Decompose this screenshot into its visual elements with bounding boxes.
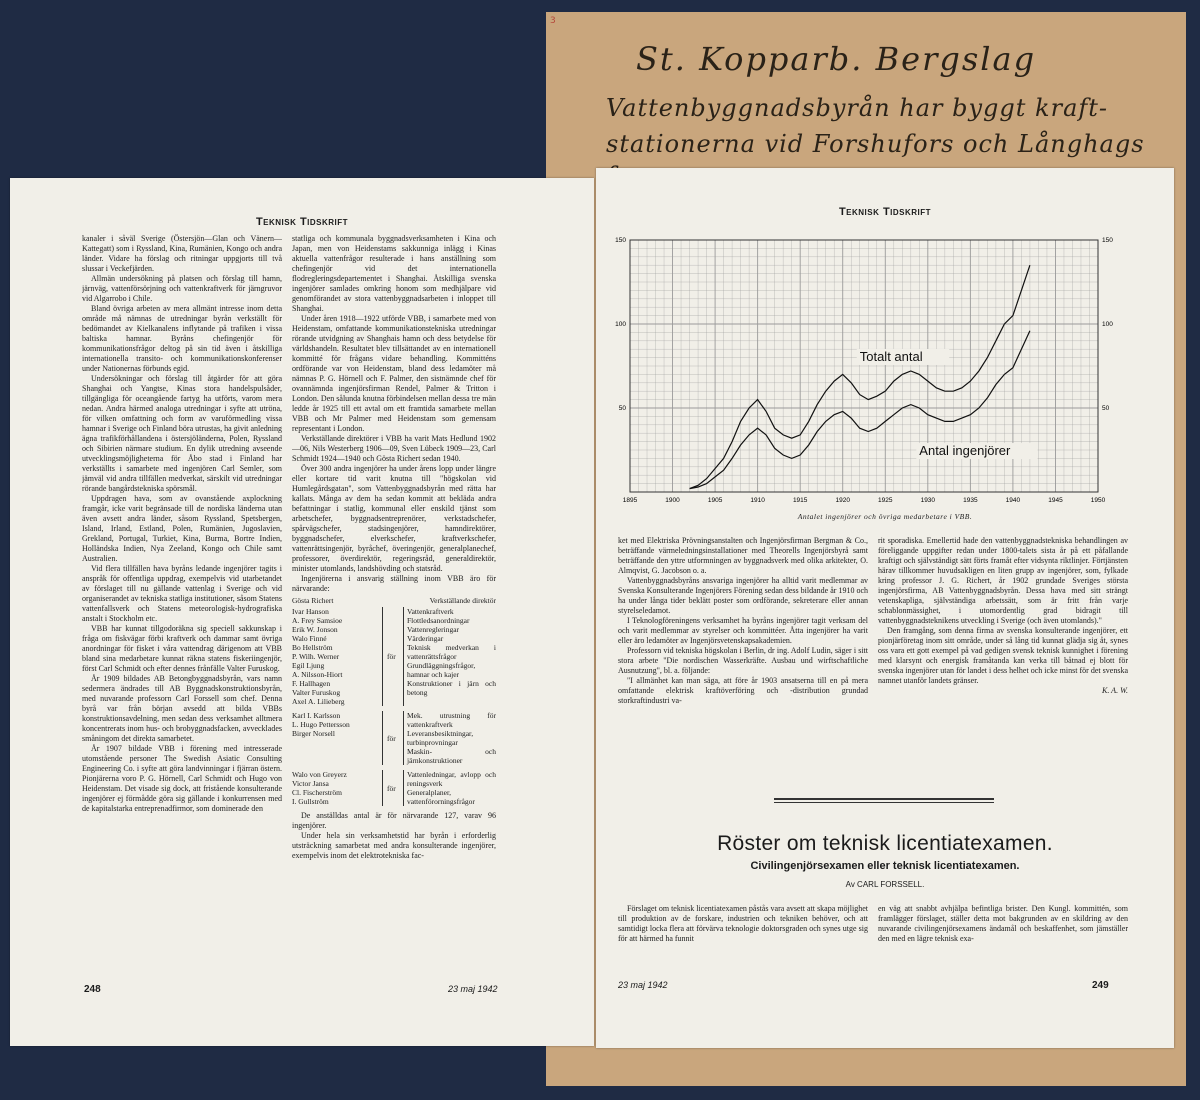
staff-name: Bo Hellström — [292, 643, 333, 652]
page-249 — [596, 168, 1174, 1048]
article-column-2 — [878, 904, 1128, 960]
staff-name: Ivar Hanson — [292, 607, 329, 616]
brace — [370, 607, 383, 706]
x-tick-label: 1945 — [1048, 497, 1063, 504]
paragraph: Under hela sin verksamhetstid har byrån i erforderlig utsträckning samarbetat med andra konsulterande ingenjörer, exempelvis inom det elektrotekniska fac- — [292, 831, 496, 860]
paragraph: År 1909 bildades AB Betongbyggnadsbyrån, vars namn sedermera ändrades till AB Byggnadskonstruktionsbyrån, med nuvarande professorn Carl Forssell som chef. Denna byrå var från början avsedd att bilda VBBs konstruktionsavdelning, men sedan dess verksamhet alltmera koncentrerats inom hus- och brobyggnadsfacken, avvecklades småningom det direkta samarbetet. — [82, 674, 282, 743]
staff-name: Cl. Fischerström — [292, 788, 342, 797]
staff-name: Birger Norsell — [292, 729, 335, 738]
paragraph: VBB har kunnat tillgodoräkna sig speciell sakkunskap i fråga om fiskvägar förbi kraftverk och dammar samt övriga anordningar för fisket i våra vattendrag därigenom att VBB bland sina medarbetare kunnat räkna statens fiskeriingenjör, först Carl Schmidt och efter dennes frånfälle Valter Furuskog. — [82, 624, 282, 673]
divider — [774, 802, 994, 803]
journal-title: Teknisk Tidskrift — [838, 206, 932, 218]
page-number: 249 — [1092, 980, 1109, 991]
x-tick-label: 1920 — [835, 497, 850, 504]
duty: Maskin- och järnkonstruktioner — [407, 747, 496, 765]
page-number: 248 — [84, 984, 101, 995]
brace — [370, 711, 383, 765]
x-tick-label: 1900 — [665, 497, 680, 504]
handwritten-line-1: Vattenbyggnadsbyrån har byggt kraft- — [606, 94, 1109, 122]
duty: Generalplaner, vattenförorningsfrågor — [407, 788, 475, 806]
staff-group — [292, 711, 496, 765]
right-column-1 — [618, 536, 868, 780]
y-tick-label: 100 — [615, 321, 626, 328]
paragraph: De anställdas antal är för närvarande 127, varav 96 ingenjörer. — [292, 811, 496, 830]
journal-title: Teknisk Tidskrift — [255, 216, 349, 228]
staff-name: Valter Furuskog — [292, 688, 341, 697]
duty: Värderingar — [407, 634, 444, 643]
right-column-2 — [878, 536, 1128, 784]
paragraph: Allmän undersökning på platsen och förslag till hamn, järnväg, vattenförsörjning och vattenkraftverk för järngruvor vid Algarrobo i Chile. — [82, 274, 282, 303]
x-tick-label: 1950 — [1090, 497, 1106, 504]
table-left-header: Gösta Richert — [292, 596, 334, 605]
y-tick-label: 100 — [1102, 321, 1113, 328]
brace — [370, 770, 383, 806]
duty: Vattenledningar, avlopp och reningsverk — [407, 770, 496, 788]
staff-duties — [403, 770, 496, 806]
paragraph: Vid flera tillfällen hava byråns ledande ingenjörer tagits i anspråk för offentliga uppdrag, exempelvis vid utarbetandet av förslaget till nu gällande vattenlag i Sverige och vid organiserandet av tekniska statliga institutioner, såsom Statens vattenfallsverk och Statens meteorologisk-hydrografiska anstalt i Stockholm etc. — [82, 564, 282, 623]
paragraph: en väg att snabbt avhjälpa befintliga brister. Den Kungl. kommittén, som framlägger förslaget, ställer detta mot bakgrunden av en skildring av den nuvarande civilingenjörsexamens ändamål och beskaffenhet, som jämställer den med en lägre teknisk exa- — [878, 904, 1128, 943]
duty: Leveransbesiktningar, turbinprovningar — [407, 729, 474, 747]
staff-chart — [608, 232, 1164, 512]
y-tick-label: 50 — [1102, 405, 1110, 412]
x-tick-label: 1895 — [622, 497, 638, 504]
table-right-header: Verkställande direktör — [429, 596, 496, 605]
staff-names — [292, 607, 370, 706]
page-date: 23 maj 1942 — [448, 984, 498, 994]
handwritten-line-2: stationerna vid Forshufors och Långhags — [606, 130, 1145, 158]
duty: Grundläggningsfrågor, hamnar och kajer — [407, 661, 476, 679]
staff-name: I. Gullström — [292, 797, 329, 806]
y-tick-label: 150 — [1102, 237, 1113, 244]
paragraph: I Teknologföreningens verksamhet ha byråns ingenjörer tagit verksam del och varit medlemmar av styrelser och kommittéer. Åtta ingenjörer ha varit eller äro ledamöter av Ingenjörsvetenskapsakademien. — [618, 616, 868, 645]
paragraph: Verkställande direktörer i VBB ha varit Mats Hedlund 1902—06, Nils Westerberg 1906—09, Sven Lübeck 1909—23, Carl Schmidt 1924—1940 och Gösta Richert sedan 1940. — [292, 434, 496, 463]
paragraph: Under åren 1918—1922 utförde VBB, i samarbete med von Heidenstam, omfattande kommunikationstekniska utredningar rörande utvidgning av Shanghais hamn och dess betydelse för världshandeln. Resultatet blev tillsättandet av en internationell kommitté för frågans vidare behandling. Kommitténs ordförande var von Heidenstam, bland dess ledamöter må nämnas P. G. Hörnell och F. Palmer, den sistnämnde chef för ovannämnda ingenjörsfirman Rendel, Palmer & Tritton i London. Den sålunda knutna förbindelsen mellan dessa tre män ledde år 1925 till ett avtal om ett framtida samarbete mellan VBB och Mr Palmer med Heidenstam som gemensam representant i London. — [292, 314, 496, 433]
series-label: Totalt antal — [859, 348, 923, 364]
x-tick-label: 1930 — [920, 497, 936, 504]
staff-name: A. Frey Samsioe — [292, 616, 343, 625]
duty: Mek. utrustning för vattenkraftverk — [407, 711, 496, 729]
paragraph: Bland övriga arbeten av mera allmänt intresse inom detta område må nämnas de utredningar byrån verkställt för bedömandet av Kielkanalens inflytande på trafiken i vissa baltiska hamnar. Byråns chefingenjör för kommunikationsfrågor deltog på sin tid även i åtskilliga internationella transito- och kommunikationskonferenser under Nationernas förbunds egid. — [82, 304, 282, 373]
article-title: Röster om teknisk licentiatexamen. — [717, 832, 1053, 855]
article-subtitle: Civilingenjörsexamen eller teknisk licentiatexamen. — [750, 860, 1020, 872]
x-tick-label: 1905 — [707, 497, 723, 504]
staff-name: P. Wilh. Werner — [292, 652, 340, 661]
paragraph: Den framgång, som denna firma av svenska konsulterande ingenjörer, ett pionjärföretag inom sitt område, under så lång tid kunnat glädja sig åt, synes oss vara ett gott exempel på vad gedigen svensk teknisk kunnighet i förening med klarsynt och energisk framåtanda kan verka till båtnad ej blott för svenska ingenjörer utan för landet i dess helhet och icke minst för det svenska namnet utanför landets gränser. — [878, 626, 1128, 685]
article-column-1 — [618, 904, 868, 960]
article-byline: Av CARL FORSSELL. — [845, 880, 925, 889]
paragraph: ket med Elektriska Prövningsanstalten och Ingenjörsfirman Bergman & Co., beträffande värmeledningsinstallationer med Theorells Ingenjörsbyrå samt beträffande den yttre utformningen av byggnadsverk med olika arkitekter, O. Almqvist, G. Jacobson o. a. — [618, 536, 868, 575]
paragraph: Uppdragen hava, som av ovanstående axplockning framgår, icke varit begränsade till de nordiska länderna utan även avsett andra länder, såsom Ryssland, Spetsbergen, Island, Irland, Estland, Polen, Rumänien, Jugoslavien, Grekland, Portugal, Turkiet, Kina, Burma, Bortre Indien, Holländska Indien, Nya Zeeland, Kongo och Chile samt Australien. — [82, 494, 282, 563]
staff-name: Axel A. Lilieberg — [292, 697, 345, 706]
series-label: Antal ingenjörer — [919, 443, 1011, 459]
duty: Teknisk medverkan i vattenrättsfrågor — [407, 643, 496, 661]
staff-name: Victor Jansa — [292, 779, 329, 788]
left-column-1 — [82, 234, 282, 972]
staff-group — [292, 607, 496, 706]
duty: Vattenregleringar — [407, 625, 460, 634]
staff-name: Erik W. Jonson — [292, 625, 338, 634]
staff-name: Karl I. Karlsson — [292, 711, 341, 720]
paragraph: År 1907 bildade VBB i förening med intresserade utomstående personer The Swedish Asiatic Consulting Engineering Co. i syfte att göra landvinningar i fjärran östern. Pionjärerna voro P. G. Hörnell, Carl Schmidt och Hugo von Heidenstam. Det visade sig dock, att fristående konsulterande ingenjörer ej förmådde göra sig gällande i konkurrensen med de kapitalstarka entreprenadfirmor, som dominerade den — [82, 744, 282, 813]
paragraph: Undersökningar och förslag till åtgärder för att göra Shanghai och Yangtse, Kinas stora handelspulsåder, tillgängliga för oceangående fartyg ha utförts, varom mera nedan. Andra härmed analoga utredningar i syfte att utröna, för vilken omfattning och form av varuförmedling vissa hamnar i Sverige och Finland böra utrustas, ha givit anledning ägna trafikförhållandena i östersjöländerna, Polen, Ryssland och Sibirien närmare studium. En dylik utredning avseende utvecklingsmöjligheterna för Åbo stad i Finland har verkställts i samarbete med ingenjören Carl Semler, som jämväl vid andra tillfällen medverkat, särskilt vid utredningar rörande bangårdstekniska spörsmål. — [82, 374, 282, 493]
staff-duties — [403, 711, 496, 765]
staff-table — [292, 596, 496, 806]
staff-duties — [403, 607, 496, 706]
paragraph: "I allmänhet kan man säga, att före år 1903 ansatserna till en på mera omfattande elektrisk kraftöverföring och -distribution grundad storkraftindustri va- — [618, 676, 868, 705]
chart-caption: Antalet ingenjörer och övriga medarbetare i VBB. — [797, 512, 973, 521]
paragraph: kanaler i såväl Sverige (Östersjön—Glan och Vänern—Kattegatt) som i Ryssland, Kina, Rumänien, Kongo och andra länder. Vidare ha förslag och ritningar uppgjorts till två slussar i Veckefjärden. — [82, 234, 282, 273]
paragraph: Vattenbyggnadsbyråns ansvariga ingenjörer ha alltid varit medlemmar av Svenska Konsulterande Ingenjörers Förening sedan dess bildande år 1910 och ha under långa tider beklätt poster som ordförande, sekreterare eller annan styrelseledamot. — [618, 576, 868, 615]
paragraph: rit sporadiska. Emellertid hade den vattenbyggnadstekniska behandlingen av föreliggande uppgifter redan under 1800-talets sista år på ett påfallande kraftigt och självständigt sätt förts framåt efter vidsynta riktlinjer. Förtjänsten härav tillkommer huvudsakligen en liten grupp av ingenjörer, som, fylkade kring professor J. G. Richert, år 1902 grundade Sveriges största ingenjörsfirma, AB Vattenbyggnadsbyrån. Dessa hava med sitt strängt vetenskapliga, självständiga arbetssätt, som är fritt från varje schablonmässighet, i utomordentlig grad bidragit till vattenbyggnadsteknikens utveckling i Sverige (och även utomlands)." — [878, 536, 1128, 625]
x-tick-label: 1925 — [878, 497, 893, 504]
y-tick-label: 150 — [615, 237, 626, 244]
x-tick-label: 1910 — [750, 497, 765, 504]
corner-mark: 3 — [550, 16, 556, 26]
x-tick-label: 1940 — [1005, 497, 1021, 504]
paragraph: Ingenjörerna i ansvarig ställning inom VBB äro för närvarande: — [292, 574, 496, 593]
paragraph: Professorn vid tekniska högskolan i Berlin, dr ing. Adolf Ludin, säger i sitt stora arbete "Die nordischen Wasserkräfte. Ausbau und wirftschaftliche Ausnutzung", bl. a. följande: — [618, 646, 868, 675]
divider — [774, 798, 994, 800]
paragraph: Förslaget om teknisk licentiatexamen påstås vara avsett att skapa möjlighet till produktion av de forskare, industrien och tekniken behöver, och att samtidigt locka flera att förvärva teknologie doktorsgraden och synes utge sig för att härmed ha funnit — [618, 904, 868, 943]
paragraph: Över 300 andra ingenjörer ha under årens lopp under längre eller kortare tid varit knutna till "högskolan vid Humlegårdsgatan", som Vattenbyggnadsbyrån med rätta har kallats. Många av dem ha sedan kommit att bekläda andra befattningar i statlig, kommunal eller enskild tjänst som arbetschefer, byggnadsentreprenörer, verkstadschefer, spårvägschefer, stadsingenjörer, hamndirektörer, byggnadschefer, elverkschefer, kraftverkschefer, vattenrättsingenjör, byråchef, överingenjör, generalplanechef, professorer, överdirektör, regeringsråd, generaldirektör, minister utomlands, landshövding och statsråd. — [292, 464, 496, 573]
duty: Konstruktioner i järn och betong — [407, 679, 496, 697]
y-tick-label: 50 — [618, 405, 626, 412]
duty: Flottledsanordningar — [407, 616, 470, 625]
x-tick-label: 1935 — [963, 497, 978, 504]
duty: Vattenkraftverk — [407, 607, 454, 616]
staff-name: F. Hallhagen — [292, 679, 331, 688]
x-tick-label: 1915 — [792, 497, 808, 504]
handwritten-title: St. Kopparb. Bergslag — [636, 40, 1037, 78]
paragraph: statliga och kommunala byggnadsverksamheten i Kina och Japan, men von Heidenstams sakkunniga inlägg i Kinas aktuella vattenfrågor resulterade i hans anställning som chefingenjör vid det internationella flodregleringsdepartementet i Shanghai. Åtskilliga svenska ingenjörer samlades omkring honom som medhjälpare vid genomförandet av stora vattenbyggnadsarbeten i inloppet till Shanghai. — [292, 234, 496, 313]
staff-name: Egil Ljung — [292, 661, 325, 670]
left-column-2 — [292, 234, 496, 972]
for-label: för — [387, 733, 396, 743]
staff-name: A. Nilsson-Hiort — [292, 670, 343, 679]
page-248 — [10, 178, 594, 1046]
for-label: för — [387, 652, 396, 661]
for-label: för — [387, 783, 396, 793]
page-date: 23 maj 1942 — [618, 980, 668, 990]
signature: K. A. W. — [1101, 686, 1128, 695]
staff-names — [292, 711, 370, 765]
staff-name: Walo von Greyerz — [292, 770, 347, 779]
staff-name: L. Hugo Pettersson — [292, 720, 350, 729]
staff-group — [292, 770, 496, 806]
staff-name: Walo Finné — [292, 634, 327, 643]
staff-names — [292, 770, 370, 806]
